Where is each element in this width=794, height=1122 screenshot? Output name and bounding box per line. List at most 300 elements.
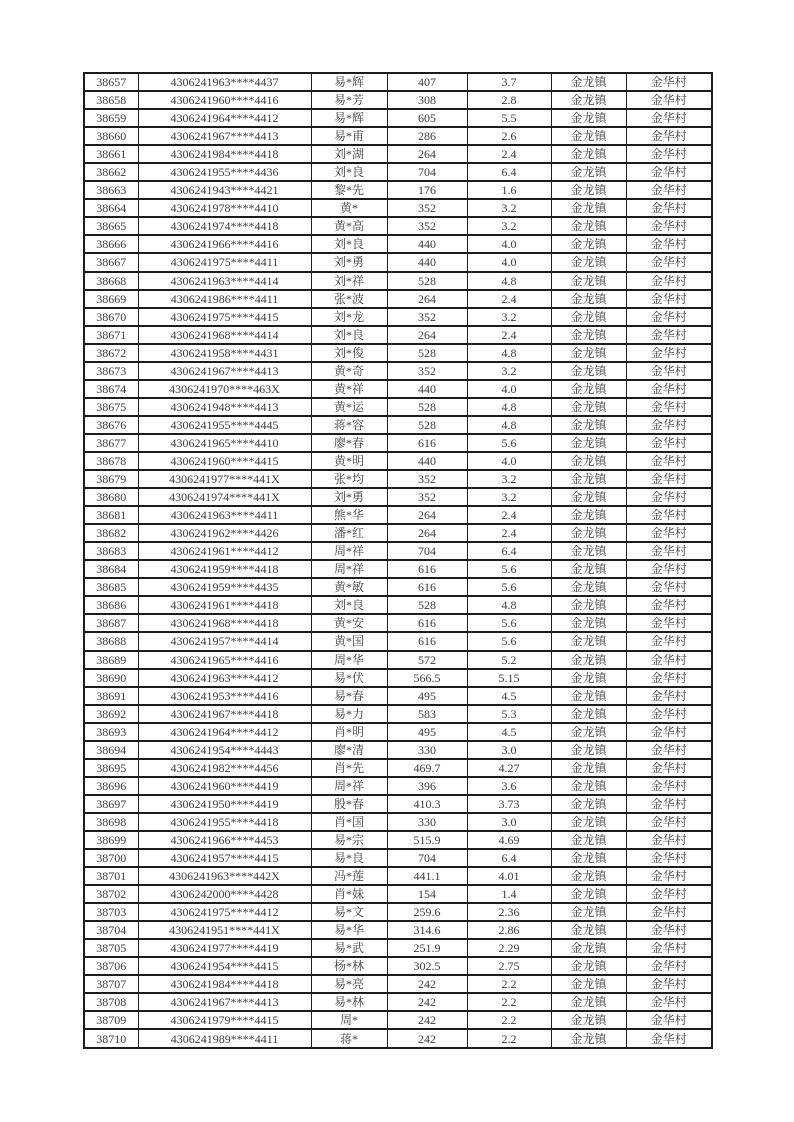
cell-rate: 2.4 [467, 506, 551, 524]
cell-village: 金华村 [626, 542, 712, 560]
cell-town: 金龙镇 [551, 723, 626, 741]
cell-amount: 176 [387, 181, 467, 199]
cell-amount: 242 [387, 1011, 467, 1029]
cell-name: 黄*国 [311, 632, 387, 650]
table-row [84, 1029, 712, 1048]
cell-town: 金龙镇 [551, 957, 626, 975]
cell-town: 金龙镇 [551, 524, 626, 542]
cell-sequence: 38709 [84, 1011, 138, 1029]
cell-village: 金华村 [626, 272, 712, 290]
cell-amount: 616 [387, 632, 467, 650]
cell-rate: 2.36 [467, 903, 551, 921]
cell-name: 易*甫 [311, 127, 387, 145]
cell-village: 金华村 [626, 813, 712, 831]
cell-name: 刘*勇 [311, 253, 387, 271]
cell-village: 金华村 [626, 326, 712, 344]
cell-amount: 352 [387, 217, 467, 235]
table-row [84, 867, 712, 885]
cell-village: 金华村 [626, 596, 712, 614]
cell-sequence: 38681 [84, 506, 138, 524]
cell-village: 金华村 [626, 849, 712, 867]
cell-name: 黄* [311, 199, 387, 217]
cell-name: 廖*春 [311, 434, 387, 452]
cell-amount: 572 [387, 651, 467, 669]
cell-town: 金龙镇 [551, 867, 626, 885]
cell-village: 金华村 [626, 434, 712, 452]
table-row [84, 127, 712, 145]
cell-village: 金华村 [626, 921, 712, 939]
table-row [84, 326, 712, 344]
cell-town: 金龙镇 [551, 344, 626, 362]
cell-sequence: 38674 [84, 380, 138, 398]
cell-name: 周*祥 [311, 777, 387, 795]
cell-rate: 2.29 [467, 939, 551, 957]
cell-rate: 3.2 [467, 362, 551, 380]
cell-rate: 5.6 [467, 578, 551, 596]
cell-town: 金龙镇 [551, 813, 626, 831]
cell-id-number: 4306241967****4413 [138, 127, 311, 145]
cell-rate: 3.73 [467, 795, 551, 813]
cell-sequence: 38676 [84, 416, 138, 434]
cell-village: 金华村 [626, 614, 712, 632]
cell-id-number: 4306241963****442X [138, 867, 311, 885]
cell-name: 周*华 [311, 651, 387, 669]
cell-rate: 4.8 [467, 398, 551, 416]
cell-village: 金华村 [626, 344, 712, 362]
cell-sequence: 38703 [84, 903, 138, 921]
cell-name: 熊*华 [311, 506, 387, 524]
cell-name: 刘*良 [311, 235, 387, 253]
cell-id-number: 4306241960****4415 [138, 452, 311, 470]
table-body [84, 73, 712, 1048]
cell-village: 金华村 [626, 560, 712, 578]
cell-sequence: 38710 [84, 1029, 138, 1048]
cell-town: 金龙镇 [551, 181, 626, 199]
cell-name: 殷*春 [311, 795, 387, 813]
cell-name: 刘*良 [311, 163, 387, 181]
cell-sequence: 38678 [84, 452, 138, 470]
cell-rate: 4.69 [467, 831, 551, 849]
cell-rate: 5.3 [467, 705, 551, 723]
cell-id-number: 4306241963****4414 [138, 272, 311, 290]
cell-amount: 704 [387, 163, 467, 181]
cell-sequence: 38685 [84, 578, 138, 596]
cell-id-number: 4306241965****4416 [138, 651, 311, 669]
cell-village: 金华村 [626, 217, 712, 235]
cell-village: 金华村 [626, 687, 712, 705]
cell-sequence: 38680 [84, 488, 138, 506]
cell-name: 周*祥 [311, 542, 387, 560]
cell-amount: 583 [387, 705, 467, 723]
table-row [84, 975, 712, 993]
cell-name: 易*伏 [311, 669, 387, 687]
cell-town: 金龙镇 [551, 109, 626, 127]
table-row [84, 416, 712, 434]
cell-sequence: 38691 [84, 687, 138, 705]
cell-amount: 352 [387, 488, 467, 506]
cell-amount: 440 [387, 253, 467, 271]
cell-name: 黄*高 [311, 217, 387, 235]
cell-sequence: 38665 [84, 217, 138, 235]
cell-rate: 3.2 [467, 217, 551, 235]
cell-rate: 3.0 [467, 741, 551, 759]
cell-rate: 2.4 [467, 524, 551, 542]
cell-name: 刘*勇 [311, 488, 387, 506]
cell-id-number: 4306241975****4415 [138, 308, 311, 326]
cell-amount: 515.9 [387, 831, 467, 849]
cell-rate: 5.2 [467, 651, 551, 669]
cell-sequence: 38666 [84, 235, 138, 253]
subsidy-list-table [83, 72, 713, 1049]
cell-rate: 6.4 [467, 542, 551, 560]
cell-id-number: 4306241982****4456 [138, 759, 311, 777]
cell-sequence: 38686 [84, 596, 138, 614]
table-row [84, 470, 712, 488]
cell-amount: 605 [387, 109, 467, 127]
cell-id-number: 4306241978****4410 [138, 199, 311, 217]
cell-rate: 5.5 [467, 109, 551, 127]
cell-village: 金华村 [626, 452, 712, 470]
table-row [84, 921, 712, 939]
cell-sequence: 38697 [84, 795, 138, 813]
cell-town: 金龙镇 [551, 290, 626, 308]
cell-rate: 6.4 [467, 849, 551, 867]
cell-town: 金龙镇 [551, 1011, 626, 1029]
cell-rate: 4.0 [467, 380, 551, 398]
cell-name: 易*亮 [311, 975, 387, 993]
cell-sequence: 38687 [84, 614, 138, 632]
table-row [84, 380, 712, 398]
cell-amount: 264 [387, 524, 467, 542]
cell-amount: 440 [387, 452, 467, 470]
cell-town: 金龙镇 [551, 217, 626, 235]
cell-rate: 4.0 [467, 452, 551, 470]
cell-town: 金龙镇 [551, 235, 626, 253]
cell-amount: 616 [387, 560, 467, 578]
table-row [84, 705, 712, 723]
cell-town: 金龙镇 [551, 488, 626, 506]
cell-rate: 4.0 [467, 253, 551, 271]
cell-rate: 3.2 [467, 470, 551, 488]
cell-village: 金华村 [626, 308, 712, 326]
cell-sequence: 38706 [84, 957, 138, 975]
table-row [84, 452, 712, 470]
table-row [84, 596, 712, 614]
cell-id-number: 4306241965****4410 [138, 434, 311, 452]
cell-rate: 2.2 [467, 975, 551, 993]
cell-amount: 251.9 [387, 939, 467, 957]
cell-name: 易*文 [311, 903, 387, 921]
cell-amount: 352 [387, 199, 467, 217]
cell-village: 金华村 [626, 145, 712, 163]
cell-town: 金龙镇 [551, 921, 626, 939]
cell-village: 金华村 [626, 578, 712, 596]
cell-village: 金华村 [626, 235, 712, 253]
cell-amount: 242 [387, 993, 467, 1011]
cell-amount: 154 [387, 885, 467, 903]
cell-town: 金龙镇 [551, 73, 626, 91]
cell-name: 刘*龙 [311, 308, 387, 326]
cell-sequence: 38668 [84, 272, 138, 290]
cell-amount: 302.5 [387, 957, 467, 975]
table-row [84, 308, 712, 326]
cell-rate: 5.6 [467, 632, 551, 650]
cell-town: 金龙镇 [551, 669, 626, 687]
cell-rate: 5.6 [467, 434, 551, 452]
cell-town: 金龙镇 [551, 759, 626, 777]
cell-id-number: 4306241957****4415 [138, 849, 311, 867]
cell-name: 杨*林 [311, 957, 387, 975]
cell-town: 金龙镇 [551, 253, 626, 271]
cell-id-number: 4306241977****441X [138, 470, 311, 488]
table-row [84, 614, 712, 632]
cell-town: 金龙镇 [551, 434, 626, 452]
cell-id-number: 4306241961****4412 [138, 542, 311, 560]
cell-sequence: 38708 [84, 993, 138, 1011]
cell-amount: 330 [387, 741, 467, 759]
cell-sequence: 38698 [84, 813, 138, 831]
cell-town: 金龙镇 [551, 91, 626, 109]
cell-id-number: 4306241951****441X [138, 921, 311, 939]
cell-sequence: 38660 [84, 127, 138, 145]
cell-id-number: 4306241961****4418 [138, 596, 311, 614]
table-row [84, 488, 712, 506]
cell-rate: 2.2 [467, 993, 551, 1011]
cell-id-number: 4306241968****4414 [138, 326, 311, 344]
cell-town: 金龙镇 [551, 199, 626, 217]
cell-name: 易*力 [311, 705, 387, 723]
cell-rate: 2.2 [467, 1029, 551, 1048]
table-row [84, 903, 712, 921]
cell-id-number: 4306241977****4419 [138, 939, 311, 957]
cell-name: 张*波 [311, 290, 387, 308]
table-row [84, 91, 712, 109]
cell-town: 金龙镇 [551, 362, 626, 380]
cell-id-number: 4306241948****4413 [138, 398, 311, 416]
cell-village: 金华村 [626, 398, 712, 416]
cell-town: 金龙镇 [551, 542, 626, 560]
cell-name: 肖*明 [311, 723, 387, 741]
cell-id-number: 4306241975****4411 [138, 253, 311, 271]
cell-rate: 4.5 [467, 687, 551, 705]
cell-amount: 528 [387, 272, 467, 290]
cell-id-number: 4306241955****4445 [138, 416, 311, 434]
cell-id-number: 4306241959****4418 [138, 560, 311, 578]
cell-sequence: 38657 [84, 73, 138, 91]
cell-amount: 704 [387, 849, 467, 867]
table-row [84, 109, 712, 127]
cell-sequence: 38672 [84, 344, 138, 362]
cell-town: 金龙镇 [551, 145, 626, 163]
table-row [84, 687, 712, 705]
cell-sequence: 38707 [84, 975, 138, 993]
cell-village: 金华村 [626, 253, 712, 271]
cell-name: 黄*祥 [311, 380, 387, 398]
cell-id-number: 4306241959****4435 [138, 578, 311, 596]
cell-amount: 242 [387, 975, 467, 993]
cell-id-number: 4306241957****4414 [138, 632, 311, 650]
cell-id-number: 4306241964****4412 [138, 109, 311, 127]
cell-sequence: 38669 [84, 290, 138, 308]
cell-name: 蒋*容 [311, 416, 387, 434]
table-row [84, 290, 712, 308]
cell-rate: 2.4 [467, 326, 551, 344]
cell-village: 金华村 [626, 777, 712, 795]
cell-name: 黄*安 [311, 614, 387, 632]
cell-town: 金龙镇 [551, 380, 626, 398]
cell-name: 周* [311, 1011, 387, 1029]
cell-sequence: 38671 [84, 326, 138, 344]
cell-rate: 4.8 [467, 596, 551, 614]
cell-id-number: 4306241954****4443 [138, 741, 311, 759]
cell-village: 金华村 [626, 362, 712, 380]
table-row [84, 777, 712, 795]
table-row [84, 398, 712, 416]
cell-id-number: 4306241967****4418 [138, 705, 311, 723]
cell-amount: 440 [387, 380, 467, 398]
cell-id-number: 4306241963****4412 [138, 669, 311, 687]
cell-name: 刘*祥 [311, 272, 387, 290]
cell-rate: 3.7 [467, 73, 551, 91]
cell-village: 金华村 [626, 91, 712, 109]
cell-name: 刘*俊 [311, 344, 387, 362]
cell-rate: 4.8 [467, 344, 551, 362]
cell-name: 易*武 [311, 939, 387, 957]
cell-id-number: 4306242000****4428 [138, 885, 311, 903]
cell-village: 金华村 [626, 975, 712, 993]
cell-town: 金龙镇 [551, 993, 626, 1011]
table-row [84, 813, 712, 831]
cell-id-number: 4306241967****4413 [138, 993, 311, 1011]
cell-village: 金华村 [626, 867, 712, 885]
cell-town: 金龙镇 [551, 308, 626, 326]
cell-sequence: 38695 [84, 759, 138, 777]
cell-amount: 528 [387, 398, 467, 416]
cell-sequence: 38670 [84, 308, 138, 326]
cell-village: 金华村 [626, 831, 712, 849]
cell-village: 金华村 [626, 632, 712, 650]
cell-amount: 264 [387, 145, 467, 163]
cell-sequence: 38702 [84, 885, 138, 903]
cell-village: 金华村 [626, 380, 712, 398]
cell-name: 易*宗 [311, 831, 387, 849]
cell-sequence: 38663 [84, 181, 138, 199]
cell-village: 金华村 [626, 795, 712, 813]
cell-amount: 528 [387, 344, 467, 362]
cell-amount: 410.3 [387, 795, 467, 813]
table-row [84, 885, 712, 903]
cell-sequence: 38658 [84, 91, 138, 109]
cell-village: 金华村 [626, 669, 712, 687]
table-row [84, 145, 712, 163]
table-row [84, 542, 712, 560]
cell-village: 金华村 [626, 741, 712, 759]
cell-id-number: 4306241968****4418 [138, 614, 311, 632]
cell-town: 金龙镇 [551, 831, 626, 849]
cell-town: 金龙镇 [551, 632, 626, 650]
cell-name: 黄*敏 [311, 578, 387, 596]
cell-id-number: 4306241986****4411 [138, 290, 311, 308]
cell-village: 金华村 [626, 181, 712, 199]
cell-amount: 528 [387, 416, 467, 434]
cell-name: 易*芳 [311, 91, 387, 109]
cell-id-number: 4306241960****4416 [138, 91, 311, 109]
cell-name: 易*良 [311, 849, 387, 867]
table-row [84, 669, 712, 687]
cell-amount: 352 [387, 470, 467, 488]
table-row [84, 560, 712, 578]
cell-sequence: 38700 [84, 849, 138, 867]
cell-id-number: 4306241953****4416 [138, 687, 311, 705]
cell-sequence: 38701 [84, 867, 138, 885]
cell-name: 廖*清 [311, 741, 387, 759]
cell-name: 黄*明 [311, 452, 387, 470]
cell-id-number: 4306241966****4453 [138, 831, 311, 849]
cell-town: 金龙镇 [551, 596, 626, 614]
cell-amount: 396 [387, 777, 467, 795]
cell-town: 金龙镇 [551, 578, 626, 596]
cell-sequence: 38679 [84, 470, 138, 488]
cell-amount: 495 [387, 687, 467, 705]
cell-town: 金龙镇 [551, 470, 626, 488]
table-row [84, 632, 712, 650]
cell-sequence: 38659 [84, 109, 138, 127]
cell-id-number: 4306241967****4413 [138, 362, 311, 380]
table-row [84, 73, 712, 91]
cell-rate: 2.75 [467, 957, 551, 975]
cell-sequence: 38684 [84, 560, 138, 578]
cell-rate: 1.6 [467, 181, 551, 199]
cell-name: 肖*先 [311, 759, 387, 777]
cell-rate: 2.6 [467, 127, 551, 145]
cell-name: 潘*红 [311, 524, 387, 542]
cell-name: 刘*良 [311, 596, 387, 614]
table-row [84, 651, 712, 669]
cell-rate: 4.5 [467, 723, 551, 741]
cell-village: 金华村 [626, 163, 712, 181]
cell-amount: 616 [387, 434, 467, 452]
cell-village: 金华村 [626, 524, 712, 542]
cell-town: 金龙镇 [551, 975, 626, 993]
cell-sequence: 38673 [84, 362, 138, 380]
table-row [84, 723, 712, 741]
cell-rate: 3.0 [467, 813, 551, 831]
cell-rate: 5.6 [467, 560, 551, 578]
cell-rate: 2.4 [467, 145, 551, 163]
cell-name: 黄*奇 [311, 362, 387, 380]
cell-amount: 264 [387, 506, 467, 524]
table-row [84, 1011, 712, 1029]
cell-rate: 4.01 [467, 867, 551, 885]
cell-id-number: 4306241963****4411 [138, 506, 311, 524]
cell-name: 张*均 [311, 470, 387, 488]
cell-rate: 3.6 [467, 777, 551, 795]
cell-amount: 264 [387, 326, 467, 344]
cell-village: 金华村 [626, 470, 712, 488]
cell-sequence: 38689 [84, 651, 138, 669]
cell-name: 易*春 [311, 687, 387, 705]
cell-name: 易*辉 [311, 109, 387, 127]
cell-id-number: 4306241975****4412 [138, 903, 311, 921]
cell-town: 金龙镇 [551, 163, 626, 181]
cell-village: 金华村 [626, 723, 712, 741]
cell-id-number: 4306241958****4431 [138, 344, 311, 362]
cell-sequence: 38704 [84, 921, 138, 939]
cell-town: 金龙镇 [551, 1029, 626, 1048]
cell-amount: 469.7 [387, 759, 467, 777]
cell-village: 金华村 [626, 903, 712, 921]
cell-town: 金龙镇 [551, 795, 626, 813]
